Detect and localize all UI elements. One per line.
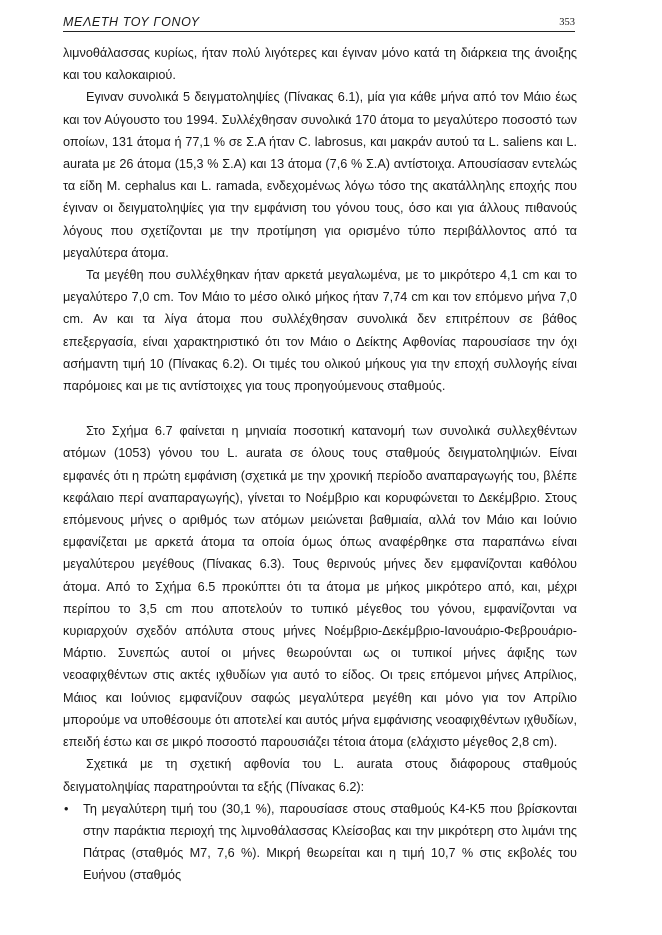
paragraph-continuation: λιμνοθάλασσας κυρίως, ήταν πολύ λιγότερες και έγιναν μόνο κατά τη διάρκεια της άνοιξης και του καλοκαιριού. bbox=[63, 46, 577, 83]
paragraph-sampling-summary: Εγιναν συνολικά 5 δειγματοληψίες (Πίνακας 6.1), μία για κάθε μήνα από τον Μάιο έως και τον Αύγουστο του 1994. Συλλέχθησαν συνολικά 170 άτομα το μεγαλύτερο ποσοστό των οποίων, 131 άτομα ή 77,1 % σε Σ.Α ήταν C. labrosus, και μακράν αυτού τα L. saliens και L. aurata με 26 άτομα (15,3 % Σ.Α) και 13 άτομα (7,6 % Σ.Α) αντίστοιχα. Απουσίασαν εντελώς τα είδη M. cephalus και L. ramada, ενδεχομένως λόγω τόσο της ακατάλληλης εποχής που έγιναν οι δειγματοληψίες για την εμφάνιση του γόνου τους, όσο και για άλλους πιθανούς λόγους που σχετίζονται με την προτίμηση για ορισμένο τύπο περιβάλλοντος από τα μεγαλύτερα άτομα. bbox=[63, 90, 577, 260]
header-rule bbox=[63, 31, 575, 32]
page-number: 353 bbox=[559, 17, 575, 28]
paragraph-abundance-intro: Σχετικά με τη σχετική αφθονία του L. aurata στους διάφορους σταθμούς δειγματοληψίας παρατηρούνται τα εξής (Πίνακας 6.2): bbox=[63, 757, 577, 794]
bullet-item bbox=[63, 798, 577, 887]
bullet-text: Τη μεγαλύτερη τιμή του (30,1 %), παρουσίασε στους σταθμούς Κ4-Κ5 που βρίσκονται στην παράκτια περιοχή της λιμνοθάλασσας Κλείσοβας και την μικρότερη στο λιμάνι της Πάτρας (σταθμός Μ7, 7,6 %). Μικρή θεωρείται και η τιμή 10,7 % στις εκβολές του Ευήνου (σταθμός bbox=[83, 801, 577, 883]
paragraph-sizes: Τα μεγέθη που συλλέχθηκαν ήταν αρκετά μεγαλωμένα, με το μικρότερο 4,1 cm και το μεγαλύτερο 7,0 cm. Τον Μάιο το μέσο ολικό μήκος ήταν 7,74 cm και τον επόμενο μήνα 7,0 cm. Αν και τα λίγα άτομα που συλλέχθησαν συνολικά δεν επιτρέπουν σε βάθος επεξεργασία, είναι χαρακτηριστικό ότι τον Μάιο ο Δείκτης Αφθονίας παρουσίασε την όχι ασήμαντη τιμή 10 (Πίνακας 6.2). Οι τιμές του ολικού μήκους για την εποχή συλλογής είναι παρόμοιες και με τις αντίστοιχες για τους προηγούμενους σταθμούς. bbox=[63, 268, 577, 394]
bullet-symbol: • bbox=[64, 801, 69, 816]
running-title: ΜΕΛΕΤΗ ΤΟΥ ΓΟΝΟΥ bbox=[63, 15, 200, 29]
paragraph-monthly-distribution: Στο Σχήμα 6.7 φαίνεται η μηνιαία ποσοτική κατανομή των συνολικά συλλεχθέντων ατόμων (1053) γόνου του L. aurata σε όλους τους σταθμούς δειγματοληψιών. Είναι εμφανές ότι η πρώτη εμφάνιση (σχετικά με την χρονική περίοδο αναπαραγωγής του, βλέπε κεφάλαιο περί αναπαραγωγής), γίνεται το Νοέμβριο και κορυφώνεται το Δεκέμβριο. Στους επόμενους μήνες ο αριθμός των ατόμων μειώνεται βαθμιαία, αλλά τον Μάιο και Ιούνιο εμφανίζεται με αρκετά άτομα τα οποία όμως όπως αναφέρθηκε στα παραπάνω είναι μεγαλύτερου μεγέθους (Πίνακας 6.3). Τους θερινούς μήνες δεν εμφανίζονται καθόλου άτομα. Από το Σχήμα 6.5 προκύπτει ότι τα άτομα με μήκος μικρότερο από, και, μέχρι περίπου το 3,5 cm που αποτελούν το τυπικό μέγεθος του γόνου, εμφανίζονται να κυριαρχούν σχεδόν απόλυτα στους μήνες Νοέμβριο-Δεκέμβριο-Ιανουάριο-Φεβρουάριο-Μάρτιο. Συνεπώς αυτοί οι μήνες θεωρούνται ως οι τυπικοί μήνες άφιξης των νεοαφιχθέντων στις ακτές ιχθυδίων για αυτό το είδος. Οι τρεις επόμενοι μήνες Απρίλιος, Μάιος και Ιούνιος εμφανίζουν σαφώς μεγαλύτερα μεγέθη και μόνο για τον Απρίλιο μπορούμε να υποθέσουμε ότι αποτελεί και αυτός μήνα εμφάνισης νεοαφιχθέντων ιχθυδίων, επειδή έστω και σε μικρό ποσοστό παρουσιάζει τέτοια άτομα (ελάχιστο μέγεθος 2,8 cm). bbox=[63, 424, 577, 750]
running-header bbox=[63, 12, 575, 34]
body-text bbox=[63, 42, 577, 887]
